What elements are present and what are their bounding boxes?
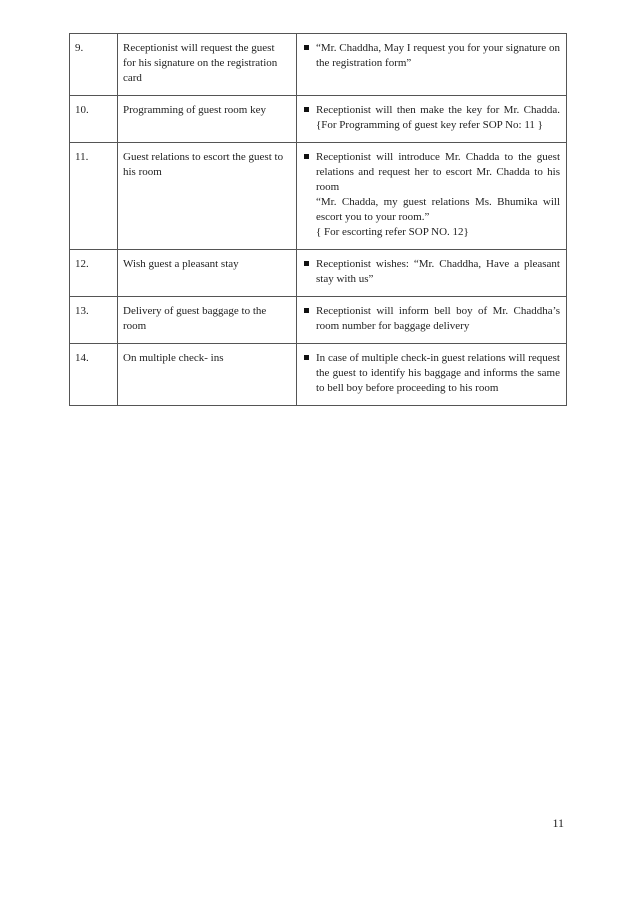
table-row: [70, 250, 567, 297]
step-number: 10.: [70, 96, 118, 143]
step-number: 14.: [70, 344, 118, 406]
square-bullet-icon: [304, 107, 309, 112]
step-detail: [297, 34, 567, 96]
sop-table: [69, 33, 567, 406]
step-description: Receptionist will request the guest for his signature on the registration card: [118, 34, 297, 96]
step-number: 11.: [70, 143, 118, 250]
step-number: 13.: [70, 297, 118, 344]
square-bullet-icon: [304, 154, 309, 159]
detail-reference: { For escorting refer SOP NO. 12}: [316, 226, 469, 238]
step-detail: [297, 344, 567, 406]
step-number: 12.: [70, 250, 118, 297]
step-description: On multiple check- ins: [118, 344, 297, 406]
detail-text: In case of multiple check-in guest relations will request the guest to identify his baggage and informs the same to bell boy before proceeding to his room: [316, 352, 560, 394]
square-bullet-icon: [304, 355, 309, 360]
step-detail: [297, 96, 567, 143]
step-number: 9.: [70, 34, 118, 96]
detail-text: Receptionist will inform bell boy of Mr. Chaddha’s room number for baggage delivery: [316, 305, 560, 332]
step-description: Guest relations to escort the guest to his room: [118, 143, 297, 250]
detail-text: Receptionist will then make the key for Mr. Chadda.{For Programming of guest key refer SOP No: 11 }: [316, 104, 560, 131]
table-row: [70, 96, 567, 143]
step-description: Wish guest a pleasant stay: [118, 250, 297, 297]
step-description: Delivery of guest baggage to the room: [118, 297, 297, 344]
step-detail: [297, 250, 567, 297]
table-row: [70, 143, 567, 250]
square-bullet-icon: [304, 261, 309, 266]
table-row: [70, 34, 567, 96]
detail-quote: “Mr. Chadda, my guest relations Ms. Bhumika will escort you to your room.”: [316, 196, 560, 223]
detail-text: Receptionist will introduce Mr. Chadda to the guest relations and request her to escort Mr. Chadda to his room: [316, 151, 560, 193]
square-bullet-icon: [304, 308, 309, 313]
detail-text: Receptionist wishes: “Mr. Chaddha, Have a pleasant stay with us”: [316, 258, 560, 285]
table-row: [70, 344, 567, 406]
step-detail: [297, 143, 567, 250]
step-description: Programming of guest room key: [118, 96, 297, 143]
step-detail: [297, 297, 567, 344]
table-row: [70, 297, 567, 344]
page-number: 11: [552, 816, 564, 830]
square-bullet-icon: [304, 45, 309, 50]
detail-text: “Mr. Chaddha, May I request you for your signature on the registration form”: [316, 42, 560, 69]
